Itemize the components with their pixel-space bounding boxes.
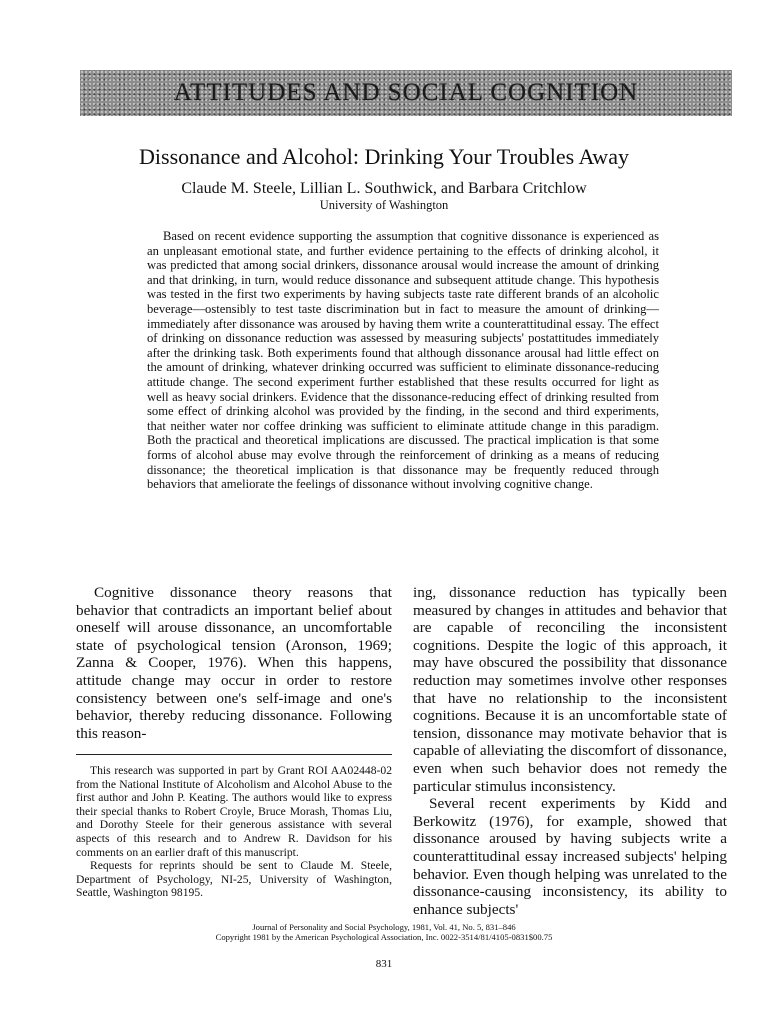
journal-citation [0,922,768,942]
body-right-column [413,584,727,918]
article-title: Dissonance and Alcohol: Drinking Your Troubles Away [139,144,629,169]
footnote-divider [76,754,392,755]
article-authors: Claude M. Steele, Lillian L. Southwick, and Barbara Critchlow [181,180,587,197]
journal-citation-line: Journal of Personality and Social Psychology, 1981, Vol. 41, No. 5, 831–846 [252,922,516,932]
footnotes [76,764,392,900]
author-affiliation: University of Washington [319,198,449,212]
page-number: 831 [375,958,393,970]
body-right-paragraph-2: Several recent experiments by Kidd and Berkowitz (1976), for example, showed that dissonance aroused by having subjects write a counterattitudinal essay increased subjects' helping behavior. Even though helping was unrelated to the dissonance-causing inconsistency, its ability to enhance subjects' [413,795,727,918]
body-left-column: Cognitive dissonance theory reasons that behavior that contradicts an important belief about oneself will arouse dissonance, an uncomfortable state of psychological tension (Aronson, 1969; Zanna & Cooper, 1976). When this happens, attitude change may occur in order to restore consistency between one's self-image and one's behavior, thereby reducing dissonance. Following this reason- [76,584,392,742]
section-banner-text: ATTITUDES AND SOCIAL COGNITION [173,79,639,106]
footnote-support: This research was supported in part by Grant ROI AA02448-02 from the National Institute of Alcoholism and Alcohol Abuse to the first author and John P. Keating. The authors would like to express their special thanks to Robert Croyle, Bruce Morash, Thomas Liu, and Dorothy Steele for their generous assistance with several aspects of this research and to Andrew R. Davidson for his comments on an earlier draft of this manuscript. [76,764,392,859]
abstract: Based on recent evidence supporting the assumption that cognitive dissonance is experienced as an unpleasant emotional state, and further evidence pertaining to the effects of drinking alcohol, it was predicted that among social drinkers, dissonance arousal would increase the amount of drinking and that drinking, in turn, would reduce dissonance and subsequent attitude change. This hypothesis was tested in the first two experiments by having subjects taste rate different brands of an alcoholic beverage—ostensibly to test taste discrimination but in fact to measure the amount of drinking—immediately after dissonance was aroused by having them write a counterattitudinal essay. The effect of drinking on dissonance reduction was assessed by measuring subjects' postattitudes immediately after the drinking task. Both experiments found that although dissonance arousal had little effect on the amount of drinking, whatever drinking occurred was sufficient to eliminate dissonance-reducing attitude change. The second experiment further established that these results occurred for light as well as heavy social drinkers. Evidence that the dissonance-reducing effect of drinking resulted from some effect of drinking alcohol was provided by the finding, in the second and third experiments, that neither water nor coffee drinking was sufficient to eliminate attitude change in this paradigm. Both the practical and theoretical implications are discussed. The practical implication is that some forms of alcohol abuse may evolve through the reinforcement of drinking as a means of reducing dissonance; the theoretical implication is that dissonance may be frequently reduced through behaviors that ameliorate the feelings of dissonance without involving cognitive change. [147,229,659,492]
section-banner [80,70,732,116]
footnote-reprints: Requests for reprints should be sent to Claude M. Steele, Department of Psychology, NI-25, University of Washington, Seattle, Washington 98195. [76,859,392,900]
copyright-line: Copyright 1981 by the American Psychological Association, Inc. 0022-3514/81/4105-0831$00.75 [215,932,553,942]
body-right-paragraph-1: ing, dissonance reduction has typically been measured by changes in attitudes and behavior that are capable of reconciling the inconsistent cognitions. Despite the logic of this approach, it may have obscured the possibility that dissonance reduction may sometimes involve other responses that have no relationship to the inconsistent cognitions. Because it is an uncomfortable state of tension, dissonance may motivate behavior that is capable of alleviating the discomfort of dissonance, even when such behavior does not remedy the particular stimulus inconsistency. [413,584,727,795]
